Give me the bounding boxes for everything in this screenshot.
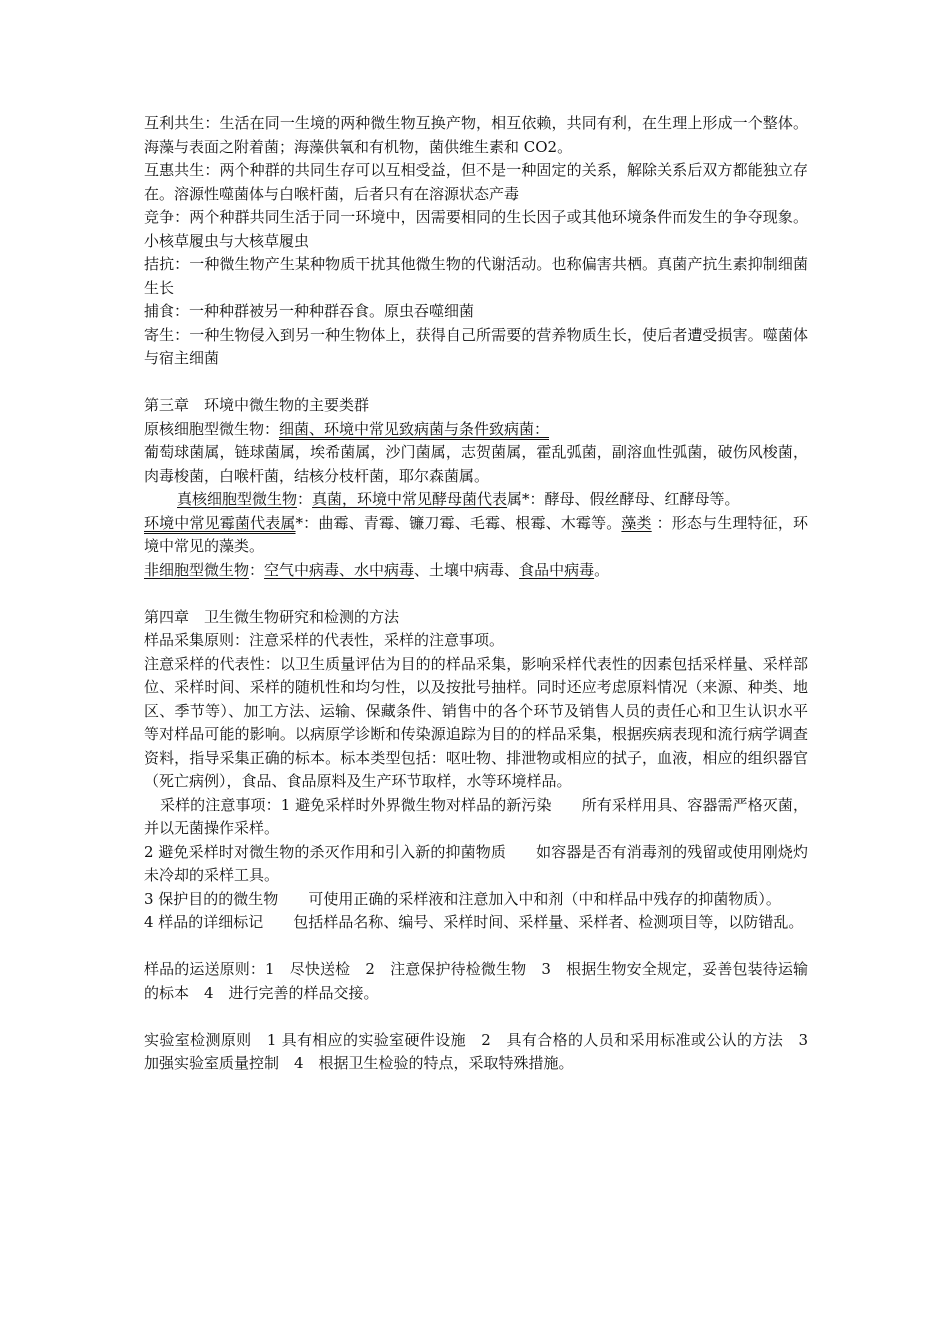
paragraph-competition: 竞争：两个种群共同生活于同一环境中，因需要相同的生长因子或其他环境条件而发生的争夺现象。小核草履虫与大核草履虫	[144, 208, 808, 250]
paragraph-prokaryotes	[144, 418, 808, 442]
spacer	[144, 582, 808, 606]
spacer	[144, 371, 808, 395]
paragraph-sampling-notes-1: 采样的注意事项：1 避免采样时外界微生物对样品的新污染 所有采样用具、容器需严格灭菌，并以无菌操作采样。	[144, 795, 808, 837]
paragraph-sampling-notes-4: 4 样品的详细标记 包括样品名称、编号、采样时间、采样量、采样者、检测项目等，以防错乱。	[144, 913, 804, 931]
document-page	[144, 112, 824, 1076]
paragraph-sampling-notes-2: 2 避免采样时对微生物的杀灭作用和引入新的抑菌物质 如容器是否有消毒剂的残留或使用刚烧灼未冷却的采样工具。	[144, 842, 808, 884]
chapter-3-title: 第三章 环境中微生物的主要类群	[144, 396, 370, 414]
spacer	[144, 935, 808, 959]
paragraph-molds-algae	[144, 512, 808, 559]
fungi-underlined: 真菌，环境中常见酵母菌代表	[312, 490, 508, 508]
paragraph-bacteria-list: 葡萄球菌属，链球菌属，埃希菌属，沙门菌属，志贺菌属，霍乱弧菌，副溶血性弧菌，破伤风梭菌，肉毒梭菌，白喉杆菌，结核分枝杆菌，耶尔森菌属。	[144, 443, 808, 485]
paragraph-transport-principles: 样品的运送原则：1 尽快送检 2 注意保护待检微生物 3 根据生物安全规定，妥善包装待运输的标本 4 进行完善的样品交接。	[144, 960, 808, 1002]
chapter-4-title: 第四章 卫生微生物研究和检测的方法	[144, 607, 400, 626]
eukaryote-colon: ：	[297, 490, 313, 508]
soil-virus: 、土壤中病毒、	[414, 560, 520, 579]
paragraph-representativeness: 注意采样的代表性：以卫生质量评估为目的的样品采集，影响采样代表性的因素包括采样量、采样部位、采样时间、采样的随机性和均匀性，以及按批号抽样。同时还应考虑原料情况（来源、种类、地区、季节等）、加工方法、运输、保藏条件、销售中的各个环节及销售人员的责任心和卫生认识水平等对样品可能的影响。以病原学诊断和传染源追踪为目的的样品采集，根据疾病表现和流行病学调查资料，指导采集正确的标本。标本类型包括：呕吐物、排泄物或相应的拭子，血液，相应的组织器官（死亡病例），食品、食品原料及生产环节取样，水等环境样品。	[144, 654, 808, 790]
paragraph-mutualism: 互利共生：生活在同一生境的两种微生物互换产物，相互依赖，共同有利，在生理上形成一个整体。海藻与表面之附着菌；海藻供氧和有机物，菌供维生素和 CO2。	[144, 114, 808, 156]
spacer	[144, 1005, 808, 1029]
yeast-text: 属*：酵母、假丝酵母、红酵母等。	[507, 490, 740, 508]
paragraph-protocooperation: 互惠共生：两个种群的共同生存可以互相受益，但不是一种固定的关系，解除关系后双方都能独立存在。溶源性噬菌体与白喉杆菌，后者只有在溶源状态产毒	[144, 161, 808, 203]
period: 。	[594, 560, 610, 579]
mold-underlined: 环境中常见霉菌代表属	[144, 513, 296, 532]
paragraph-eukaryotes	[144, 488, 808, 512]
paragraph-lab-principles: 实验室检测原则 1 具有相应的实验室硬件设施 2 具有合格的人员和采用标准或公认的方法 3 加强实验室质量控制 4 根据卫生检验的特点，采取特殊措施。	[144, 1030, 824, 1072]
mold-text: *：曲霉、青霉、镰刀霉、毛霉、根霉、木霉等。	[295, 513, 622, 532]
noncellular-label: 非细胞型微生物	[144, 560, 250, 579]
paragraph-sampling-notes-3: 3 保护目的的微生物 可使用正确的采样液和注意加入中和剂（中和样品中残存的抑菌物质）。	[144, 889, 781, 908]
paragraph-predation: 捕食：一种种群被另一种种群吞食。原虫吞噬细菌	[144, 302, 475, 320]
algae-underlined: 藻类	[621, 513, 652, 532]
paragraph-parasitism: 寄生：一种生物侵入到另一种生物体上，获得自己所需要的营养物质生长，使后者遭受损害。噬菌体与宿主细菌	[144, 325, 808, 367]
paragraph-noncellular	[144, 559, 808, 583]
food-virus: 食品中病毒	[519, 560, 595, 579]
paragraph-antagonism: 拮抗：一种微生物产生某种物质干扰其他微生物的代谢活动。也称偏害共栖。真菌产抗生素抑制细菌生长	[144, 255, 808, 297]
prokaryote-label: 原核细胞型微生物：	[144, 419, 280, 438]
paragraph-sampling-principles: 样品采集原则：注意采样的代表性，采样的注意事项。	[144, 631, 505, 649]
noncellular-colon: ：	[249, 560, 265, 579]
air-water-virus: 空气中病毒、水中病毒	[264, 560, 415, 579]
algae-text: ：形态与生理特征，环境中常见的藻类。	[144, 513, 808, 555]
eukaryote-label: 真核细胞型微生物	[177, 490, 298, 508]
prokaryote-underlined: 细菌、环境中常见致病菌与条件致病菌：	[279, 419, 550, 438]
